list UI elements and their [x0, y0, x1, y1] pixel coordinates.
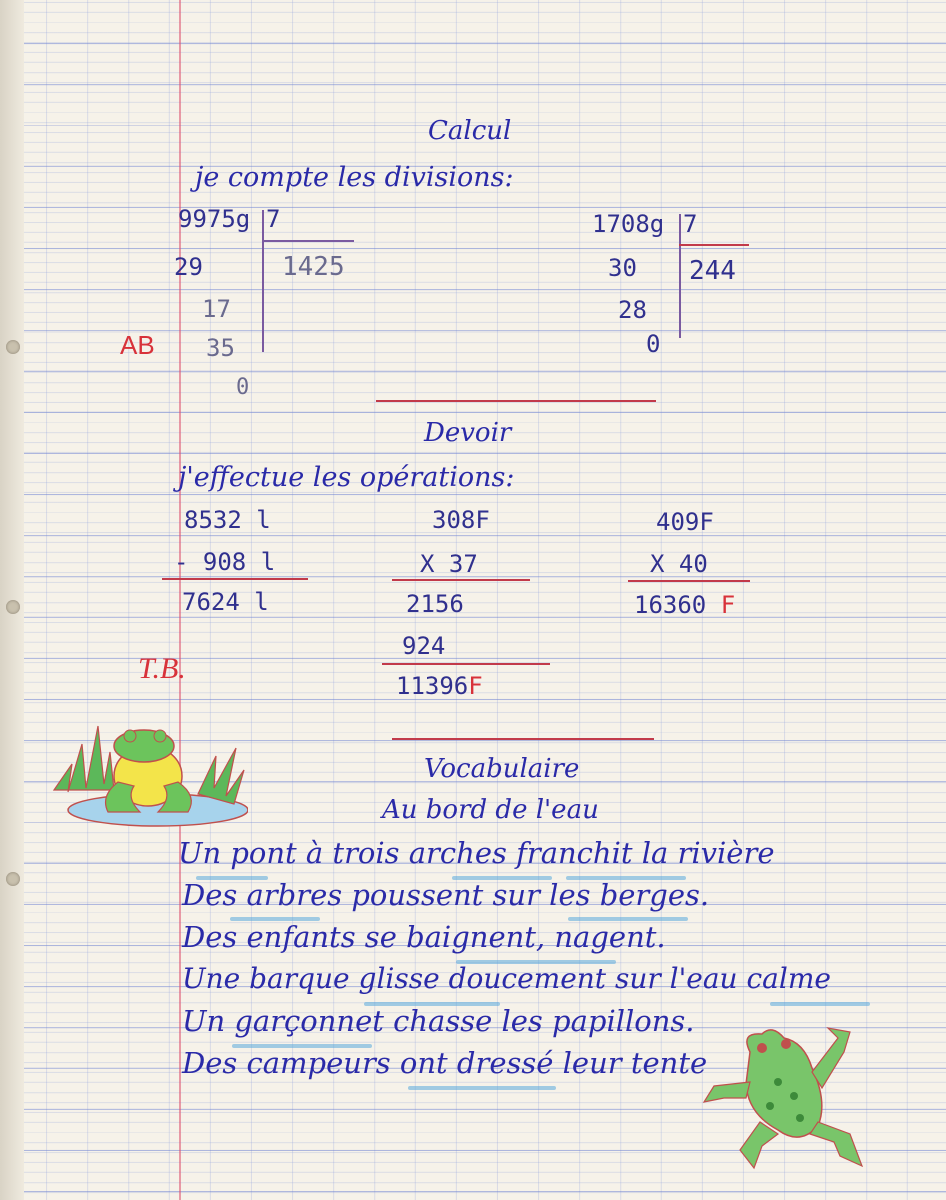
div1-horizontal-bar: [262, 240, 354, 242]
op2-result: 11396F: [396, 672, 483, 700]
vocab-line: Des arbres poussent sur les berges.: [182, 878, 710, 912]
vocab-line: Des enfants se baignent, nagent.: [182, 920, 666, 954]
vocab-line: Un garçonnet chasse les papillons.: [182, 1004, 695, 1038]
div2-step: 30: [608, 254, 637, 282]
vocab-line: Un pont à trois arches franchit la rivière: [178, 836, 775, 870]
op3-operand-b: X 40: [650, 550, 708, 578]
div1-vertical-bar: [262, 210, 264, 352]
vocab-highlight: [770, 1002, 870, 1006]
op2-sum-bar: [382, 663, 550, 665]
section-separator: [376, 400, 656, 402]
op2-operand-a: 308F: [432, 506, 490, 534]
vocab-highlight: [408, 1086, 556, 1090]
calcul-instruction: je compte les divisions:: [195, 162, 514, 193]
vocab-line: Des campeurs ont dressé leur tente: [182, 1046, 708, 1080]
calcul-grade: AB: [120, 330, 155, 360]
binding-hole: [6, 340, 20, 354]
div2-quotient: 244: [689, 256, 736, 286]
devoir-grade: T.B.: [138, 652, 186, 685]
op2-product-bar: [392, 579, 530, 581]
op1-result: 7624 l: [182, 588, 269, 616]
div2-divisor: 7: [683, 210, 698, 238]
op3-operand-a: 409F: [656, 508, 714, 536]
calcul-title: Calcul: [428, 116, 512, 146]
op2-operand-b: X 37: [420, 550, 478, 578]
binding-hole: [6, 600, 20, 614]
op1-operand-b: - 908 l: [174, 548, 276, 576]
op1-result-bar: [162, 578, 308, 580]
op2-partial-2: 924: [402, 632, 446, 660]
vocabulaire-title: Vocabulaire: [424, 754, 580, 784]
div2-step: 28: [618, 296, 647, 324]
div1-quotient: 1425: [282, 252, 345, 282]
div1-step: 17: [202, 295, 231, 323]
sitting-frog-drawing: [48, 712, 248, 830]
section-separator: [392, 738, 654, 740]
div2-step: 0: [646, 330, 661, 358]
op3-result-bar: [628, 580, 750, 582]
vocabulaire-subtitle: Au bord de l'eau: [382, 795, 599, 825]
div1-step: 35: [206, 334, 235, 362]
op3-result: 16360 F: [634, 591, 736, 619]
binding-hole: [6, 872, 20, 886]
op3-unit: F: [720, 591, 736, 619]
div2-horizontal-bar: [679, 244, 749, 246]
div1-dividend: 9975g: [178, 205, 251, 233]
devoir-instruction: j'effectue les opérations:: [178, 462, 515, 493]
div1-step: 0: [236, 375, 250, 400]
op1-operand-a: 8532 l: [184, 506, 271, 534]
margin-line: [179, 0, 181, 1200]
div1-step: 29: [174, 253, 203, 281]
devoir-title: Devoir: [424, 418, 512, 448]
div2-vertical-bar: [679, 214, 681, 338]
op2-partial-1: 2156: [406, 590, 464, 618]
leaping-frog-drawing: [700, 1022, 870, 1172]
div1-divisor: 7: [266, 205, 281, 233]
op2-unit: F: [468, 672, 483, 700]
div2-dividend: 1708g: [592, 210, 665, 238]
vocab-line: Une barque glisse doucement sur l'eau calme: [182, 962, 831, 995]
